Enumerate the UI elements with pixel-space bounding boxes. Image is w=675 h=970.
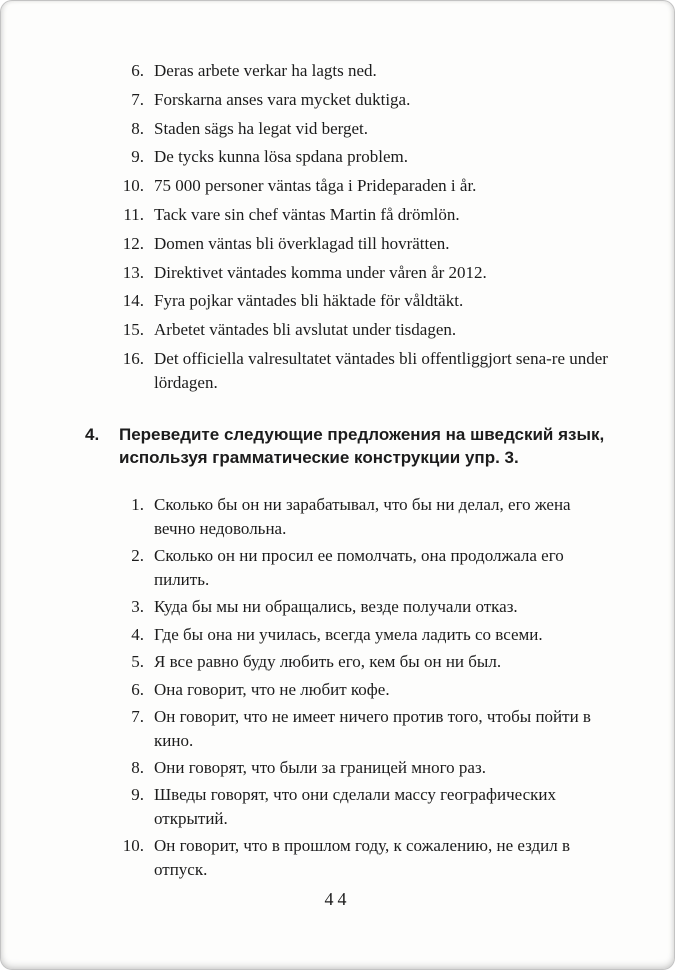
exercise-title: Переведите следующие предложения на шведский язык, используя грамматические конструкции упр. 3. [119,424,605,468]
item-text: Он говорит, что в прошлом году, к сожалению, не ездил в отпуск. [154,836,571,879]
list-item [106,834,612,881]
item-text: Forskarna anses vara mycket duktiga. [154,89,411,109]
item-text: 75 000 personer väntas tåga i Prideparaden i år. [154,176,477,196]
item-number: 13. [122,262,144,282]
item-text: Где бы она ни училась, всегда умела ладить со всеми. [154,624,543,644]
item-number: 4. [131,624,144,644]
item-number: 12. [122,233,144,253]
item-number: 6. [131,679,144,699]
list-item [106,783,612,830]
list-item [106,203,612,227]
item-number: 11. [123,204,144,224]
item-text: Куда бы мы ни обращались, везде получали отказ. [154,597,518,617]
list-item [106,261,612,285]
item-number: 9. [131,147,144,167]
item-number: 2. [131,546,144,566]
item-number: 8. [131,118,144,138]
item-text: Direktivet väntades komma under våren år 2012. [154,262,487,282]
item-text: Сколько он ни просил ее помолчать, она продолжала его пилить. [154,546,564,589]
item-text: Они говорят, что были за границей много раз. [154,758,486,777]
item-text: Domen väntas bli överklagad till hovrätten. [154,233,450,253]
list-item [106,678,612,701]
list-item [106,59,612,83]
list-item [106,623,612,646]
item-number: 10. [122,176,144,196]
item-text: Fyra pojkar väntades bli häktade för våldtäkt. [154,291,464,311]
item-number: 14. [122,291,144,311]
item-text: Шведы говорят, что они сделали массу географических открытий. [154,785,556,828]
item-number: 6. [131,61,144,80]
exercise-number: 4. [85,424,100,444]
item-number: 10. [122,836,144,856]
item-text: Она говорит, что не любит кофе. [154,679,390,699]
list-item [106,756,612,779]
russian-sentence-list [1,493,674,881]
item-number: 5. [131,652,144,672]
list-item [106,232,612,256]
list-item [106,347,612,395]
item-number: 3. [131,597,144,617]
item-text: Tack vare sin chef väntas Martin få drömlön. [154,204,460,224]
item-number: 9. [131,785,144,805]
item-text: Det officiella valresultatet väntades bli offentliggjort sena-re under lördagen. [154,348,608,392]
page-number: 44 [324,889,351,910]
list-item [106,289,612,313]
item-text: Deras arbete verkar ha lagts ned. [154,61,377,80]
exercise-4-heading [1,423,674,470]
item-text: Я все равно буду любить его, кем бы он ни был. [154,652,502,672]
item-text: De tycks kunna lösa spdana problem. [154,147,408,167]
list-item [106,650,612,673]
item-text: Arbetet väntades bli avslutat under tisdagen. [154,320,457,340]
item-number: 15. [122,320,144,340]
item-text: Он говорит, что не имеет ничего против того, чтобы пойти в кино. [154,707,591,750]
list-item [106,318,612,342]
item-number: 7. [131,707,144,727]
list-item [106,88,612,112]
swedish-sentence-list [1,59,674,395]
item-text: Сколько бы он ни зарабатывал, что бы ни делал, его жена вечно недовольна. [154,495,571,538]
list-item [106,493,612,540]
list-item [106,145,612,169]
list-item [106,705,612,752]
list-item [106,117,612,141]
list-item [106,595,612,618]
list-item [106,174,612,198]
item-number: 1. [131,495,144,515]
item-number: 16. [122,348,144,368]
item-number: 7. [131,89,144,109]
item-number: 8. [131,758,144,777]
list-item [106,544,612,591]
item-text: Staden sägs ha legat vid berget. [154,118,369,138]
